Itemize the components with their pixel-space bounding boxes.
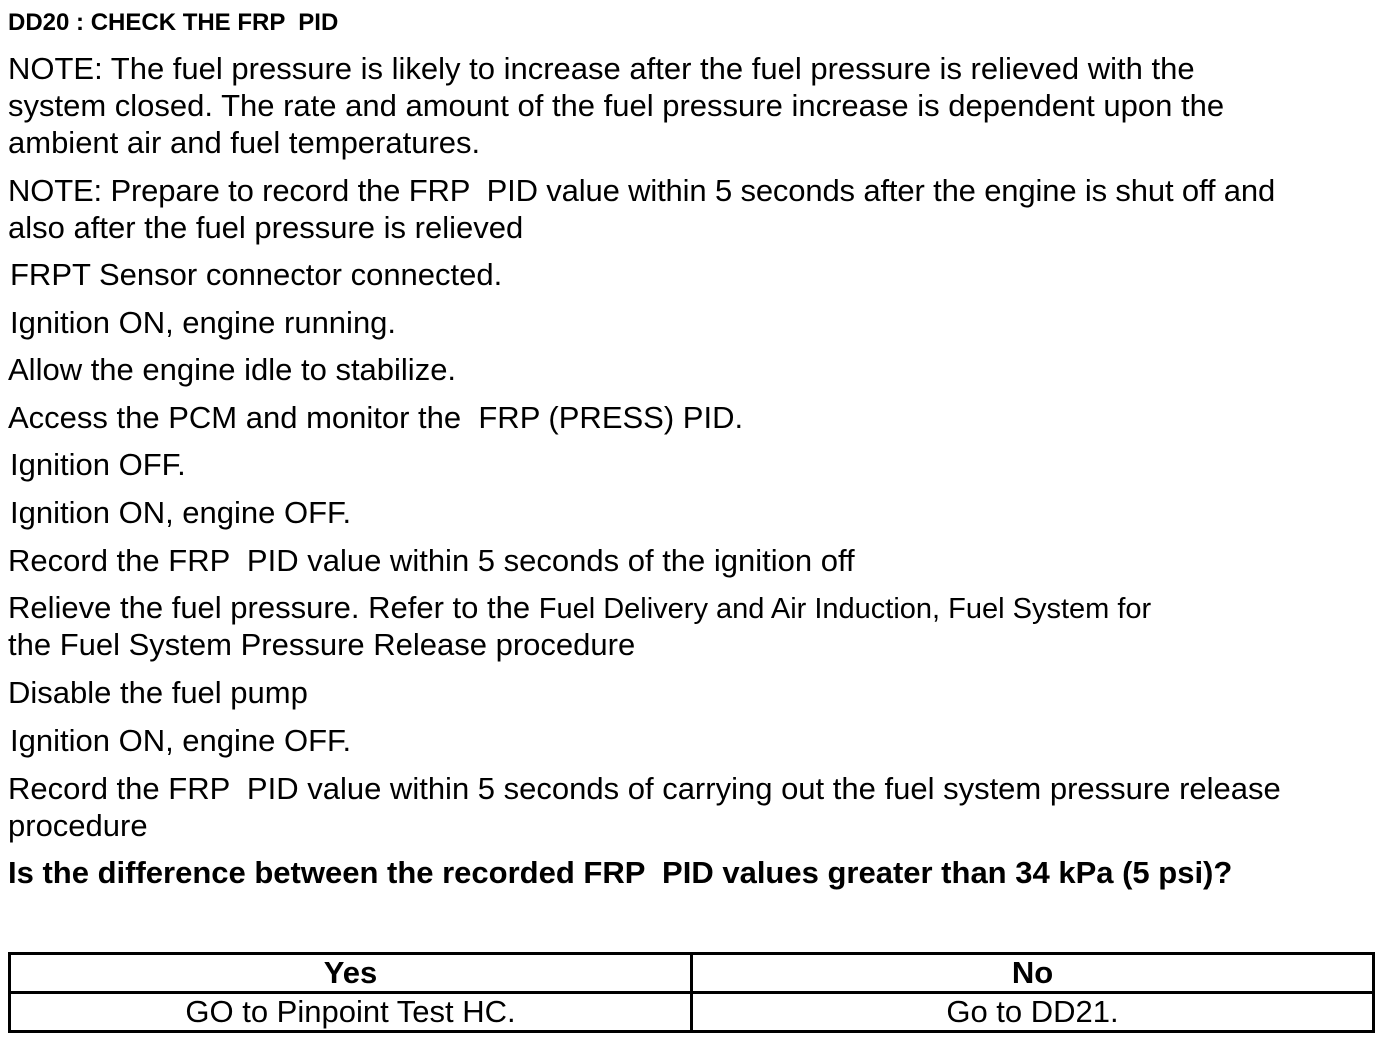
step-record-after-ignition-off: Record the FRP PID value within 5 seconds of the ignition off — [8, 543, 855, 578]
step-idle-stabilize: Allow the engine idle to stabilize. — [8, 352, 457, 387]
step-record-after-release-line-1: Record the FRP PID value within 5 seconds of carrying out the fuel system pressure release — [8, 771, 1281, 806]
note-2-line-1: NOTE: Prepare to record the FRP PID value within 5 seconds after the engine is shut off and — [8, 173, 1276, 208]
no-header: No — [692, 954, 1374, 993]
relieve-text: Relieve the fuel pressure. Refer to the — [8, 590, 539, 625]
note-1-line-1: NOTE: The fuel pressure is likely to increase after the fuel pressure is relieved with the — [8, 51, 1195, 86]
test-question: Is the difference between the recorded FRP PID values greater than 34 kPa (5 psi)? — [8, 855, 1233, 890]
step-relieve-fuel-pressure-line-2: the Fuel System Pressure Release procedure — [8, 627, 636, 662]
step-ignition-on-engine-off: Ignition ON, engine OFF. — [10, 495, 352, 530]
step-sensor-connected: FRPT Sensor connector connected. — [10, 257, 503, 292]
table-row — [10, 993, 1374, 1032]
note-1-line-3: ambient air and fuel temperatures. — [8, 125, 481, 160]
step-record-after-release-line-2: procedure — [8, 808, 148, 843]
step-disable-fuel-pump: Disable the fuel pump — [8, 675, 308, 710]
result-table — [8, 952, 1375, 1033]
yes-header: Yes — [10, 954, 692, 993]
note-1-line-2: system closed. The rate and amount of the fuel pressure increase is dependent upon the — [8, 88, 1225, 123]
step-access-pcm: Access the PCM and monitor the FRP (PRESS) PID. — [8, 400, 744, 435]
step-ignition-off: Ignition OFF. — [10, 447, 186, 482]
page-title: DD20 : CHECK THE FRP PID — [8, 9, 339, 36]
fuel-delivery-reference: Fuel Delivery and Air Induction — [538, 593, 933, 625]
note-2-line-2: also after the fuel pressure is relieved — [8, 210, 524, 245]
yes-action: GO to Pinpoint Test HC. — [10, 993, 692, 1032]
step-relieve-fuel-pressure — [8, 589, 1151, 628]
step-ignition-on-engine-off-2: Ignition ON, engine OFF. — [10, 723, 352, 758]
step-ignition-on-running: Ignition ON, engine running. — [10, 305, 397, 340]
table-header-row — [10, 954, 1374, 993]
fuel-system-reference: , Fuel System for — [932, 593, 1152, 625]
no-action: Go to DD21. — [692, 993, 1374, 1032]
